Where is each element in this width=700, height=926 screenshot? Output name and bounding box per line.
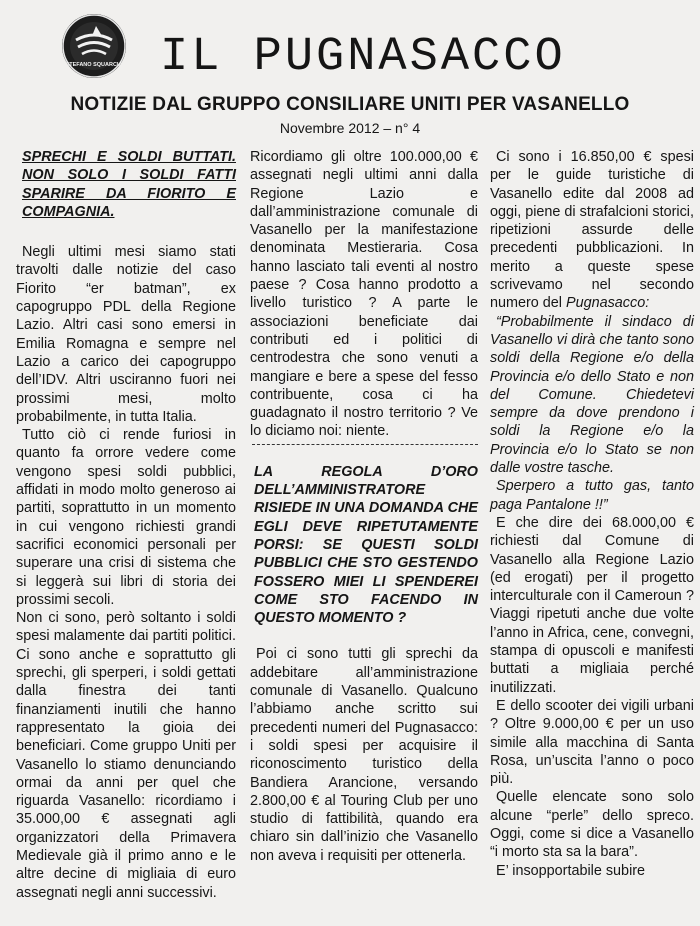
paragraph: E dello scooter dei vigili urbani ? Oltre 9.000,00 € per un uso simile alla macchina di Santa Rosa, un’uscita l’anno o poco più. [490, 697, 694, 788]
paragraph [490, 148, 694, 313]
paragraph-italic: Pugnasacco: [566, 295, 650, 312]
issue-date: Novembre 2012 – n° 4 [279, 120, 421, 136]
paragraph: Quelle elencate sono solo alcune “perle” dello spreco. Oggi, come si dice a Vasanello “i morto sta sa la bara”. [490, 789, 694, 861]
paragraph-text: Ci sono i 16.850,00 € spesi per le guide turistiche di Vasanello edite dal 2008 ad oggi, piene di strafalcioni storici, ripetizioni assurde delle precedenti pubblicazioni. In merito a queste spese scrivevamo nel secondo numero del [490, 149, 694, 312]
column-right [490, 148, 694, 880]
golden-rule-callout: LA REGOLA D’ORO DELL’AMMINISTRATORE RISIEDE IN UNA DOMANDA CHE EGLI DEVE RIPETUTAMENTE PORSI: SE QUESTI SOLDI PUBBLICI CHE STO GESTENDO FOSSERO MIEI LI SPENDEREI COME STO FACENDO IN QUESTO MOMENTO ? [254, 463, 478, 627]
paragraph: E’ insopportabile subire [496, 862, 646, 879]
party-logo-emblem [62, 14, 126, 78]
dashed-divider [252, 444, 478, 445]
column-middle [250, 148, 478, 865]
quote: Sperpero a tutto gas, tanto paga Pantalone !!” [490, 478, 694, 513]
newsletter-title: IL PUGNASACCO [160, 31, 566, 84]
article-headline: SPRECHI E SOLDI BUTTATI. NON SOLO I SOLDI FATTI SPARIRE DA FIORITO E COMPAGNIA. [22, 149, 236, 220]
party-logo [62, 14, 126, 78]
logo-lettering: STEFANO SQUARCIA [65, 62, 123, 68]
column-left [16, 148, 236, 902]
paragraph: Negli ultimi mesi siamo stati travolti dalle notizie del caso Fiorito “er batman”, ex capogruppo PDL della Regione Lazio. Altri casi sono emersi in Emilia Romagna e sempre nel Lazio a carico dei capogruppo dell’IDV. Altri usciranno fuori nei prossimi mesi, molto probabilmente, in tutta Italia. [16, 244, 236, 425]
paragraph: Ricordiamo gli oltre 100.000,00 € assegnati negli ultimi anni dalla Regione Lazio e dall’amministrazione comunale di Vasanello per la manifestazione denominata Mestieraria. Cosa hanno lasciato tali eventi al nostro paese ? Cosa hanno prodotto a livello turistico ? A parte le associazioni beneficiate dai contributi ed i politici di centrodestra che sono venuti a mangiare e bere a spese del fesso contribuente, cosa ci ha guadagnato il nostro territorio ? Ve lo diciamo noi: niente. [250, 149, 478, 440]
quote: “Probabilmente il sindaco di Vasanello vi dirà che tanto sono soldi della Regione e/o della Provincia e/o dello Stato e non del Comune. Chiedetevi sempre da dove prendono i soldi la Regione e/o la Provincia e/o lo Stato se non dalle vostre tasche. [490, 313, 694, 477]
paragraph: Non ci sono, però soltanto i soldi spesi malamente dai partiti politici. Ci sono anche e soprattutto gli sprechi, gli sperperi, i soldi gettati dalla finestra dei tanti finanziamenti inutili che hanno rappresentato la gioia dei beneficiari. Come gruppo Uniti per Vasanello lo stiamo denunciando ormai da anni per quel che riguarda Vasanello: ricordiamo i 35.000,00 € assegnati agli organizzatori della Primavera Medievale già il primo anno e le altre decine di migliaia di euro assegnati negli anni successivi. [16, 610, 236, 901]
paragraph: Poi ci sono tutti gli sprechi da addebitare all’amministrazione comunale di Vasanello. Qualcuno l’abbiamo anche scritto sui precedenti numeri del Pugnasacco: i soldi spesi per acquisire il riconoscimento turistico della Bandiera Arancione, versando 2.800,00 € al Touring Club per uno studio di fattibilità, quando era chiaro sin dall’inizio che Vasanello non aveva i requisiti per ottenerla. [250, 646, 478, 864]
masthead-header [0, 0, 700, 150]
newsletter-subtitle: NOTIZIE DAL GRUPPO CONSILIARE UNITI PER VASANELLO [70, 94, 630, 115]
paragraph: Tutto ciò ci rende furiosi in quanto fa orrore vedere come vengono spesi soldi pubblici, affidati in modo molto generoso ai partiti, soprattutto in un momento in cui vengono richiesti grandi sacrifici economici personali per superare una crisi di sistema che si leggerà sui libri di storia dei prossimi secoli. [16, 427, 236, 608]
paragraph: E che dire dei 68.000,00 € richiesti dal Comune di Vasanello alla Regione Lazio (ed erogati) per il progetto interculturale con il Cameroun ? Viaggi ripetuti anche due volte l’anno in Africa, cene, convegni, stampa di opuscoli e manifesti buttati a migliaia perché inutilizzati. [490, 514, 694, 696]
